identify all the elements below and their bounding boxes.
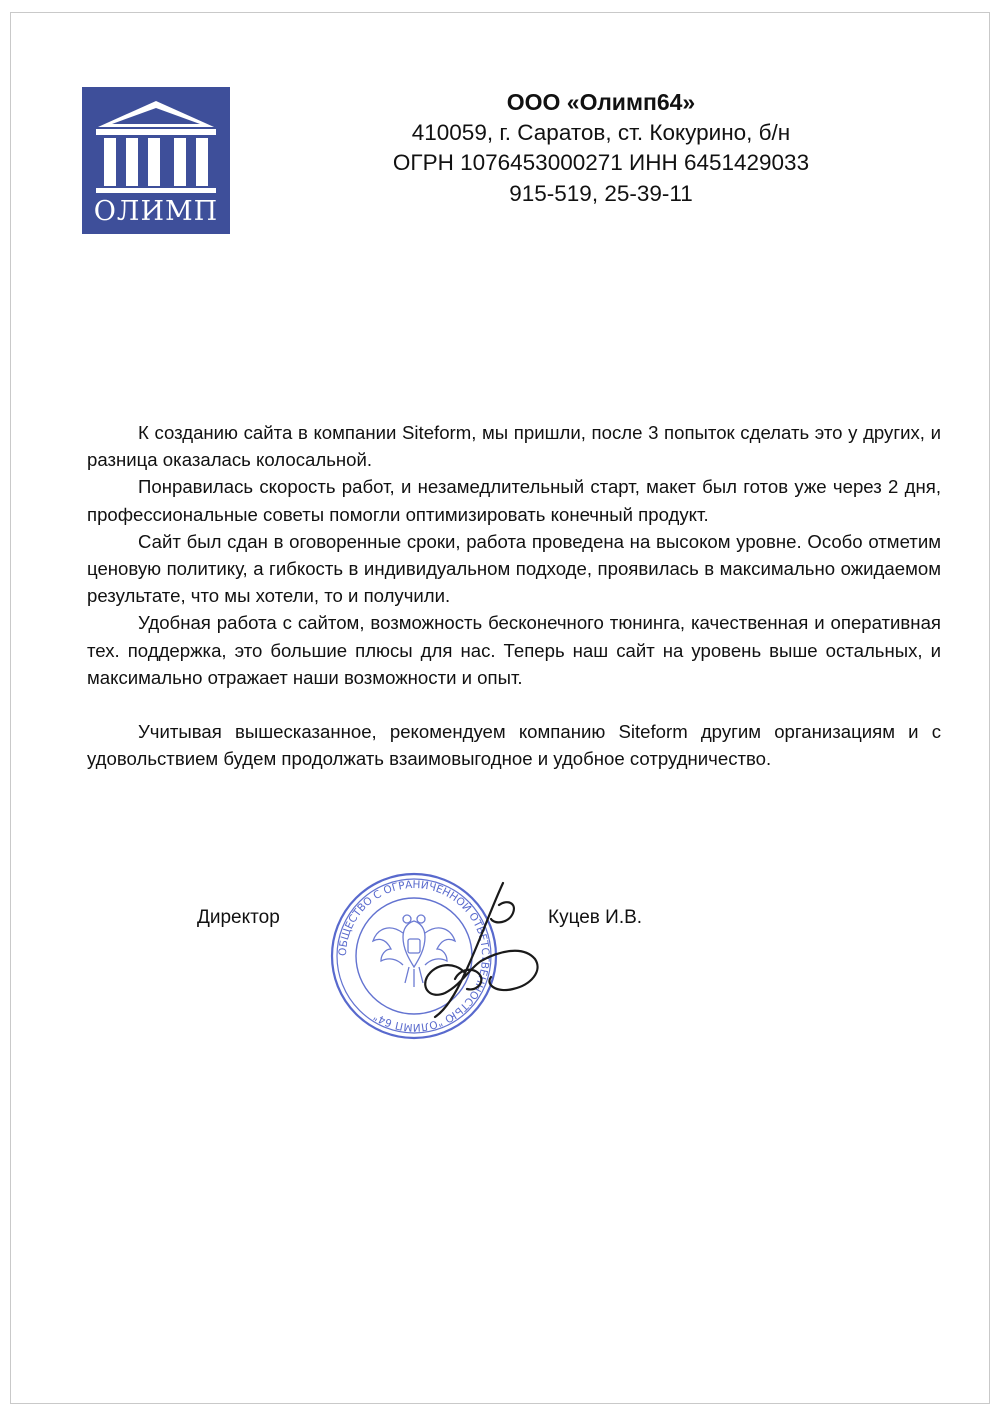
company-phones: 915-519, 25-39-11 [509, 180, 693, 206]
letterhead [351, 87, 851, 209]
paragraph: Сайт был сдан в оговоренные сроки, работа проведена на высоком уровне. Особо отметим ценовую политику, а гибкость в индивидуальном подходе, проявилась в максимально ожидаемом результате, что мы хотели, то и получили. [87, 530, 941, 607]
signer-name: Куцев И.В. [548, 907, 643, 928]
paragraph: Понравилась скорость работ, и незамедлительный старт, макет был готов уже через 2 дня, профессиональные советы помогли оптимизировать конечный продукт. [87, 476, 941, 525]
company-registration: ОГРН 1076453000271 ИНН 6451429033 [392, 150, 810, 175]
letter-body [87, 419, 941, 772]
seal-text: ОБЩЕСТВО С ОГРАНИЧЕННОЙ ОТВЕТСТВЕННОСТЬЮ "ОЛИМП 64" [336, 878, 492, 1034]
olimp-logo [82, 87, 230, 234]
company-name: ООО «Олимп64» [506, 89, 696, 115]
logo-text: ОЛИМП [93, 196, 219, 227]
paragraph: Удобная работа с сайтом, возможность бесконечного тюнинга, качественная и оперативная тех. поддержка, это большие плюсы для нас. Теперь наш сайт на уровень выше остальных, и максимально отражает наши возможности и опыт. [87, 612, 941, 688]
letter-page [10, 12, 990, 1404]
signer-title: Директор [197, 907, 280, 928]
handwritten-signature [395, 881, 545, 1021]
paragraph: К созданию сайта в компании Siteform, мы пришли, после 3 попыток сделать это у других, и разница оказалась колосальной. [87, 422, 941, 471]
paragraph: Учитывая вышесказанное, рекомендуем компанию Siteform другим организациям и с удовольствием будем продолжать взаимовыгодное и удобное сотрудничество. [87, 721, 941, 770]
company-address: 410059, г. Саратов, ст. Кокурино, б/н [411, 119, 791, 145]
